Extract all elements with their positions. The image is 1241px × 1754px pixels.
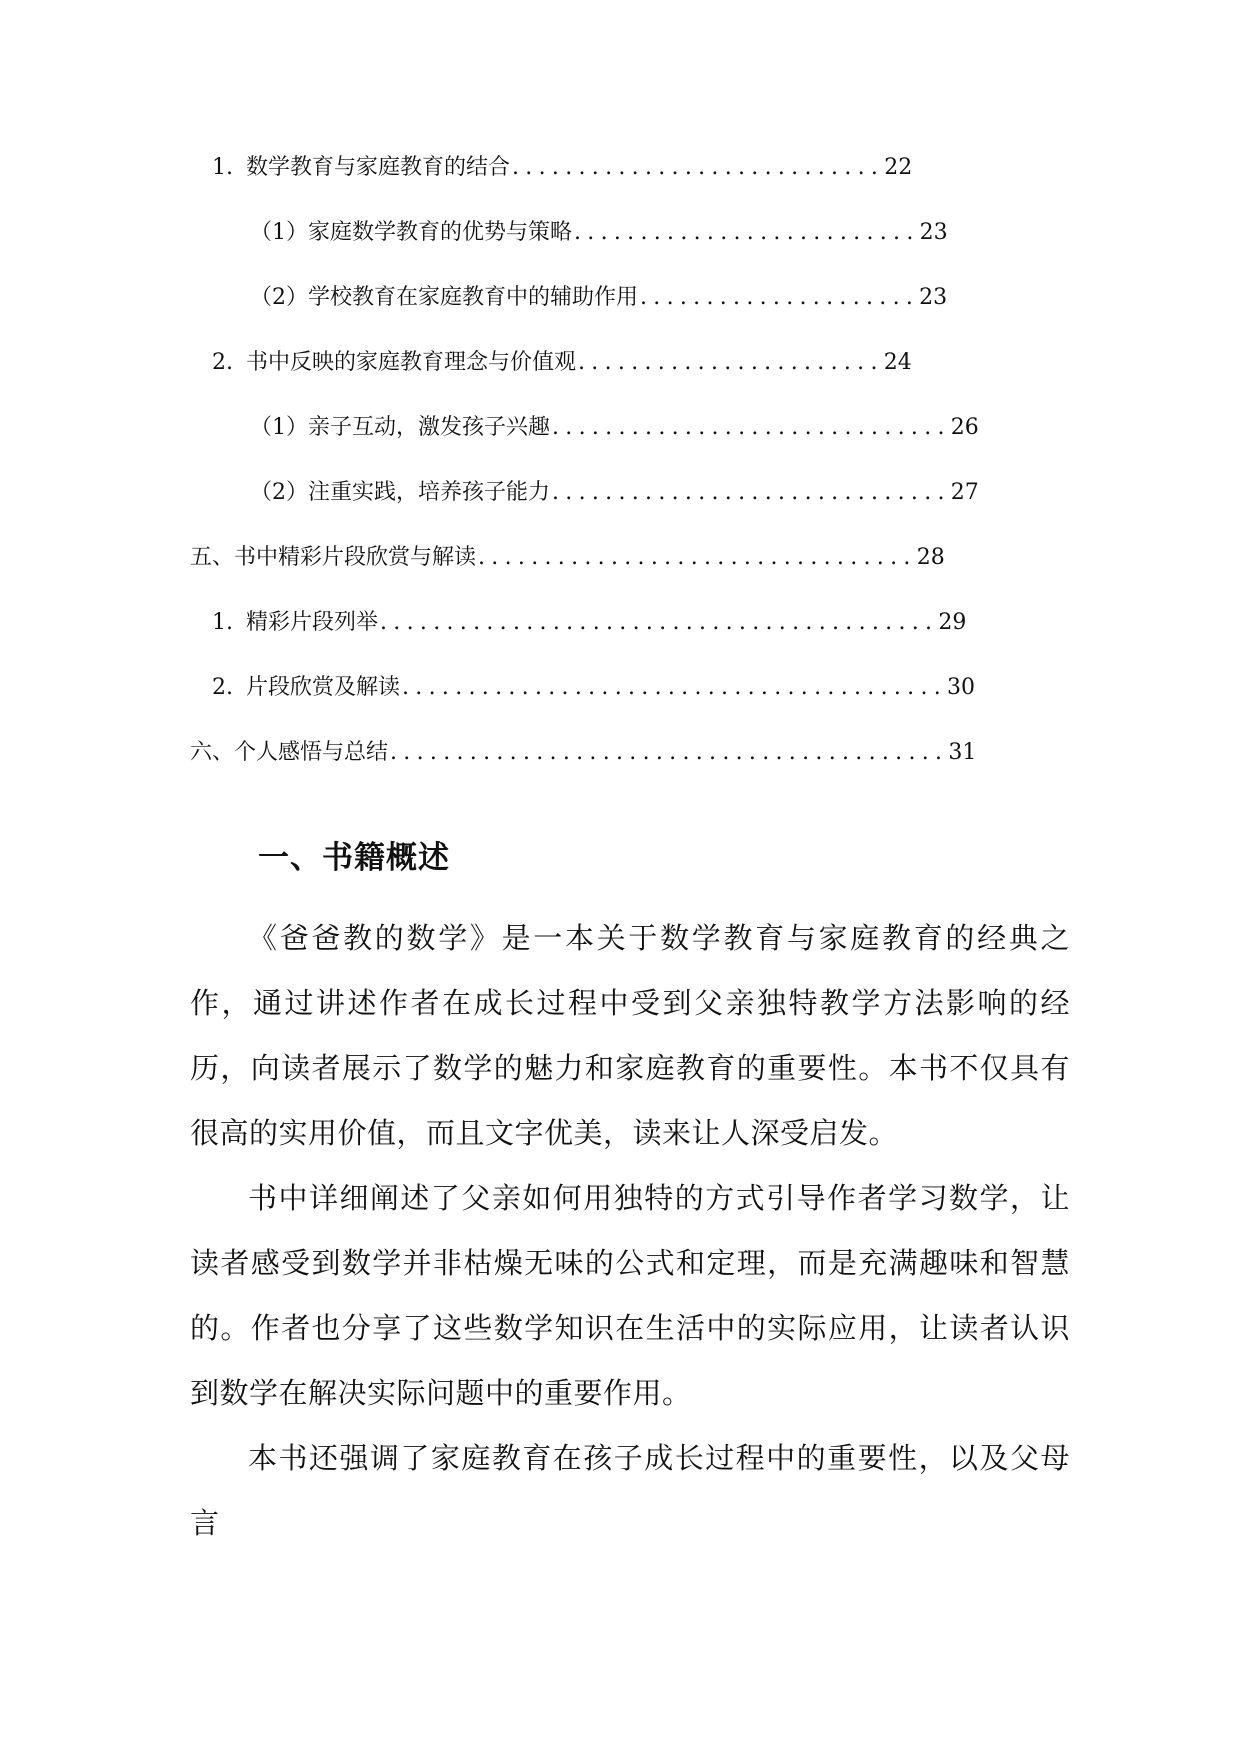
- toc-entry-page: 30: [947, 675, 976, 700]
- toc-entry[interactable]: [250, 410, 979, 450]
- paragraph: 书中详细阐述了父亲如何用独特的方式引导作者学习数学，让读者感受到数学并非枯燥无味的公式和定理，而是充满趣味和智慧的。作者也分享了这些数学知识在生活中的实际应用，让读者认识到数学在解决实际问题中的重要作用。: [190, 1181, 1070, 1410]
- toc-entry[interactable]: [212, 345, 912, 385]
- toc-entry-page: 26: [950, 415, 979, 440]
- toc-entry[interactable]: [190, 735, 976, 775]
- toc-entry-page: 24: [883, 350, 912, 375]
- toc-entry-title: （2）学校教育在家庭教育中的辅助作用: [250, 285, 638, 310]
- body-text: [190, 906, 1070, 1556]
- toc-entry-leader: .......................: [578, 350, 884, 375]
- toc-entry[interactable]: [212, 605, 966, 645]
- toc-entry[interactable]: [190, 540, 945, 580]
- toc-entry-title: 数学教育与家庭教育的结合: [246, 155, 511, 180]
- toc-entry-leader: .........................................: [402, 675, 948, 700]
- toc-entry-leader: ..............................: [552, 415, 951, 440]
- toc-entry-title: 六、个人感悟与总结: [190, 740, 389, 765]
- toc-entry-title: 精彩片段列举: [246, 610, 379, 635]
- toc-entry-page: 29: [938, 610, 967, 635]
- toc-entry-number: 1.: [212, 155, 233, 180]
- toc-entry-leader: ............................: [512, 155, 885, 180]
- paragraph: 《爸爸教的数学》是一本关于数学教育与家庭教育的经典之作，通过讲述作者在成长过程中受到父亲独特教学方法影响的经历，向读者展示了数学的魅力和家庭教育的重要性。本书不仅具有很高的实用价值，而且文字优美，读来让人深受启发。: [190, 921, 1070, 1150]
- toc-entry-page: 27: [950, 480, 979, 505]
- toc-entry-leader: ..........................: [574, 220, 920, 245]
- toc-entry[interactable]: [250, 475, 979, 515]
- toc-entry-leader: .....................: [640, 285, 920, 310]
- toc-entry-leader: .................................: [478, 545, 917, 570]
- toc-entry[interactable]: [212, 670, 975, 710]
- toc-entry-title: （2）注重实践，培养孩子能力: [250, 480, 550, 505]
- toc-entry-leader: ..........................................: [390, 740, 949, 765]
- toc-entry[interactable]: [250, 280, 947, 320]
- toc-entry-page: 22: [884, 155, 913, 180]
- section-heading: 一、书籍概述: [258, 840, 450, 876]
- toc-entry[interactable]: [250, 215, 948, 255]
- toc-entry-number: 2.: [212, 675, 233, 700]
- toc-entry-title: 片段欣赏及解读: [246, 675, 401, 700]
- paragraph: 本书还强调了家庭教育在孩子成长过程中的重要性，以及父母言: [190, 1441, 1070, 1540]
- toc-entry-title: 书中反映的家庭教育理念与价值观: [246, 350, 577, 375]
- toc-entry-number: 2.: [212, 350, 233, 375]
- toc-entry-title: 五、书中精彩片段欣赏与解读: [190, 545, 477, 570]
- toc-entry-leader: ..........................................: [380, 610, 939, 635]
- toc-entry-page: 28: [916, 545, 945, 570]
- toc-entry-leader: ..............................: [552, 480, 951, 505]
- toc-entry-title: （1）家庭数学教育的优势与策略: [250, 220, 572, 245]
- toc-entry-number: 1.: [212, 610, 233, 635]
- toc-entry-page: 23: [919, 220, 948, 245]
- toc-entry-page: 23: [919, 285, 948, 310]
- toc-entry[interactable]: [212, 150, 912, 190]
- toc-entry-page: 31: [948, 740, 977, 765]
- toc-entry-title: （1）亲子互动，激发孩子兴趣: [250, 415, 550, 440]
